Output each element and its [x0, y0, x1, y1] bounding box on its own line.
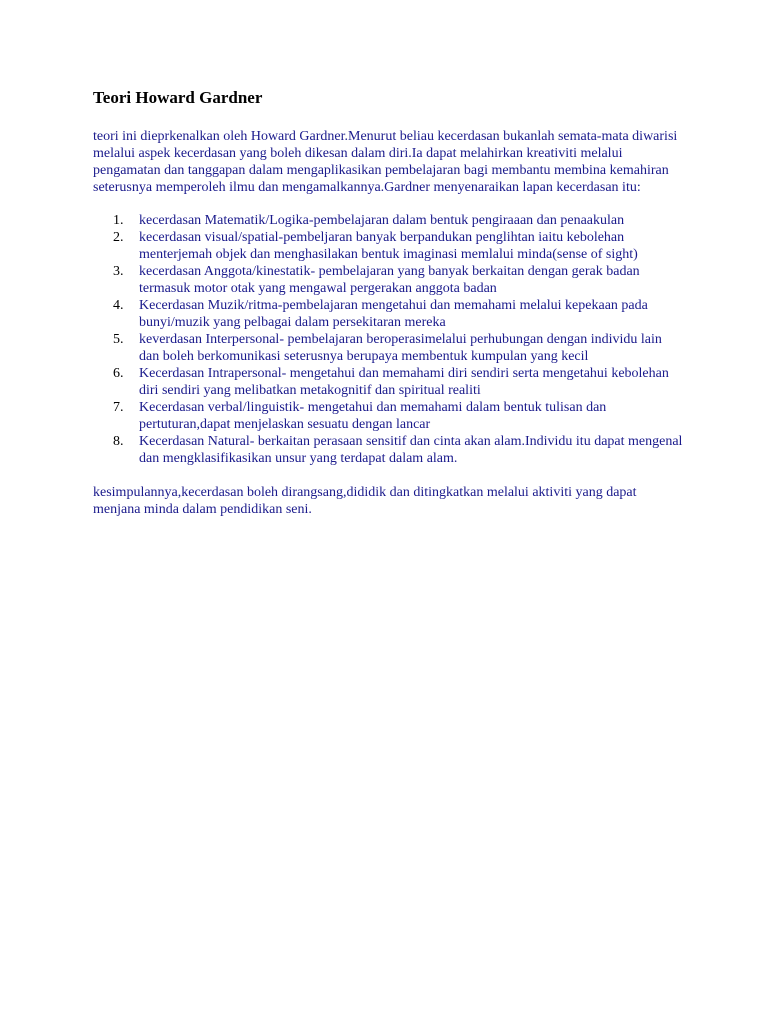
list-item-text: kecerdasan visual/spatial-pembeljaran banyak berpandukan penglihtan iaitu kebolehan menterjemah objek dan menghasilakan bentuk imaginasi memlalui minda(sense of sight) [139, 230, 638, 262]
list-item-number: 1. [113, 213, 124, 228]
list-item-number: 6. [113, 366, 124, 381]
list-item [93, 433, 683, 467]
list-item [93, 365, 683, 399]
conclusion-paragraph: kesimpulannya,kecerdasan boleh dirangsang,dididik dan ditingkatkan melalui aktiviti yang dapat menjana minda dalam pendidikan seni. [93, 485, 637, 517]
list-item-text: keverdasan Interpersonal- pembelajaran beroperasimelalui perhubungan dengan individu lain dan boleh berkomunikasi seterusnya berupaya membentuk kumpulan yang kecil [139, 332, 662, 364]
list-item-text: Kecerdasan Intrapersonal- mengetahui dan memahami diri sendiri serta mengetahui kebolehan diri sendiri yang melibatkan metakognitif dan spiritual realiti [139, 366, 669, 398]
list-item [93, 229, 683, 263]
list-item-number: 8. [113, 434, 124, 449]
list-item-number: 2. [113, 230, 124, 245]
list-item [93, 331, 683, 365]
list-item-text: Kecerdasan Muzik/ritma-pembelajaran mengetahui dan memahami melalui kepekaan pada bunyi/muzik yang pelbagai dalam persekitaran mereka [139, 298, 648, 330]
intelligence-list [93, 212, 683, 467]
list-item-number: 5. [113, 332, 124, 347]
list-item [93, 399, 683, 433]
list-item-text: kecerdasan Matematik/Logika-pembelajaran dalam bentuk pengiraaan dan penaakulan [139, 213, 625, 228]
list-item-number: 7. [113, 400, 124, 415]
list-item-text: Kecerdasan Natural- berkaitan perasaan sensitif dan cinta akan alam.Individu itu dapat mengenal dan mengklasifikasikan unsur yang terdapat dalam alam. [139, 434, 683, 466]
list-item-text: kecerdasan Anggota/kinestatik- pembelajaran yang banyak berkaitan dengan gerak badan termasuk motor otak yang mengawal pergerakan anggota badan [139, 264, 640, 296]
intro-paragraph: teori ini dieprkenalkan oleh Howard Gardner.Menurut beliau kecerdasan bukanlah semata-mata diwarisi melalui aspek kecerdasan yang boleh dikesan dalam diri.Ia dapat melahirkan kreativiti melalui pengamatan dan tanggapan dalam mengaplikasikan pembelajaran bagi membantu membina kemahiran seterusnya memperoleh ilmu dan mengamalkannya.Gardner menyenaraikan lapan kecerdasan itu: [93, 129, 678, 195]
list-item [93, 297, 683, 331]
list-item-text: Kecerdasan verbal/linguistik- mengetahui dan memahami dalam bentuk tulisan dan pertuturan,dapat menjelaskan sesuatu dengan lancar [139, 400, 607, 432]
list-item [93, 263, 683, 297]
document-title: Teori Howard Gardner [93, 88, 263, 107]
list-item [93, 212, 683, 229]
list-item-number: 3. [113, 264, 124, 279]
document-page [93, 88, 683, 518]
list-item-number: 4. [113, 298, 124, 313]
